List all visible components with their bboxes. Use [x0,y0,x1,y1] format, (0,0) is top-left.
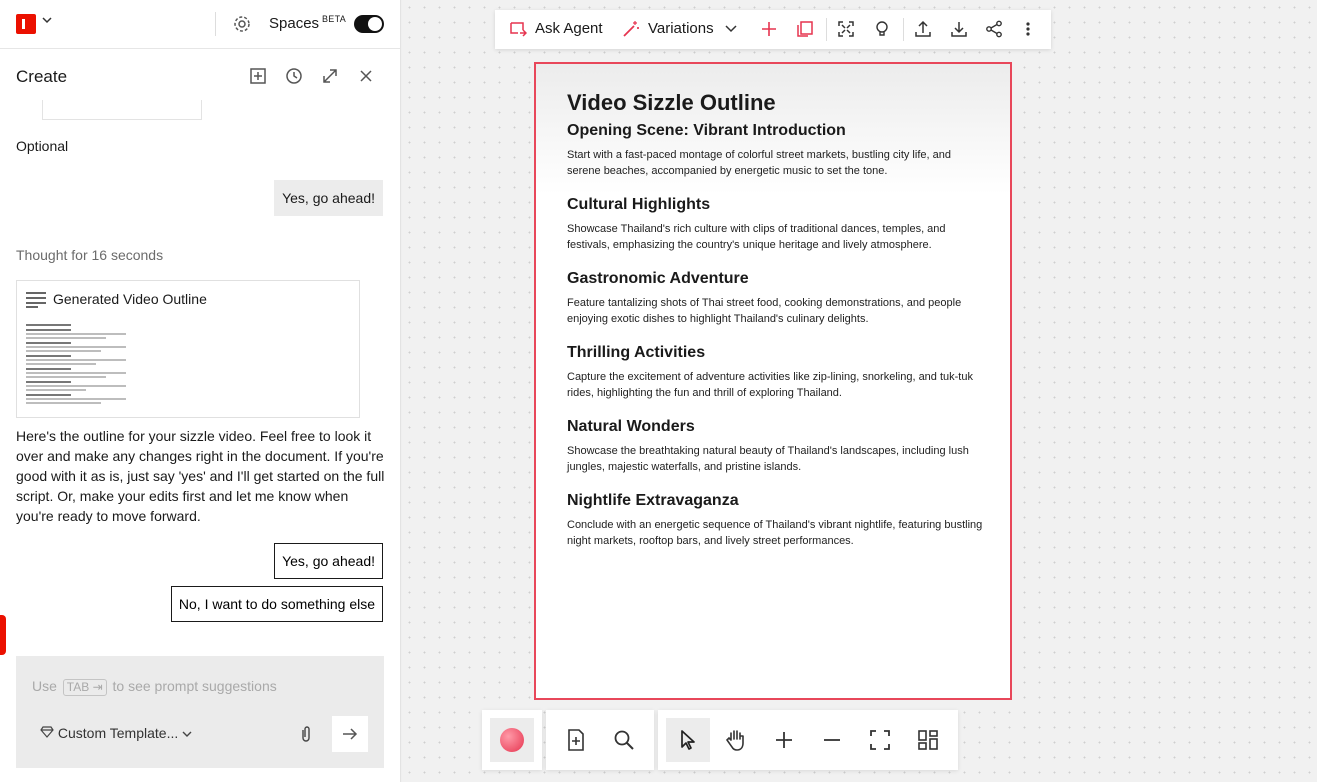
fit-screen-icon[interactable] [837,19,855,39]
outline-section [567,196,983,253]
section-body: Conclude with an energetic sequence of Thailand's vibrant nightlife, featuring bustling night markets, rooftop bars, and lively street performances. [567,519,983,547]
outline-section [567,270,983,327]
fullscreen-icon[interactable] [858,718,902,762]
thought-status[interactable]: Thought for 16 seconds [16,247,164,263]
chat-thread[interactable] [0,100,400,650]
app-logo[interactable] [16,14,36,34]
prompt-box[interactable] [16,656,384,768]
previous-card [42,100,202,120]
ask-agent-button[interactable]: Ask Agent [535,20,603,37]
agent-group [482,710,542,770]
close-icon[interactable] [357,67,375,85]
add-page-icon[interactable] [554,718,598,762]
magic-wand-icon[interactable] [622,19,640,39]
beta-badge: BETA [322,14,347,24]
doc-thumbnail [26,321,126,406]
outline-section [567,344,983,401]
doc-card-title: Generated Video Outline [53,291,207,307]
history-icon[interactable] [285,67,303,85]
section-heading: Nightlife Extravaganza [567,492,739,509]
create-panel [0,0,401,782]
hand-tool-icon[interactable] [714,718,758,762]
ask-agent-icon[interactable] [509,19,527,39]
spaces-toggle[interactable] [354,15,384,33]
section-heading: Thrilling Activities [567,344,706,361]
outline-section [567,122,983,179]
outline-section [567,492,983,549]
search-icon[interactable] [602,718,646,762]
top-bar [0,0,400,49]
tab-key-hint: TAB ⇥ [63,679,107,696]
do-something-else-button[interactable]: No, I want to do something else [171,586,383,622]
more-options-icon[interactable] [1025,19,1031,39]
document-lines-icon [26,292,46,313]
template-selector[interactable] [40,725,192,741]
chevron-down-icon[interactable] [42,14,52,28]
chevron-down-icon[interactable] [725,19,737,39]
assistant-message: Here's the outline for your sizzle video. Feel free to look it over and make any changes right in the document. If you're good with it as is, just say 'yes' and I'll get started on the full script. Or, make your edits first and let me know when you're ready to move forward. [16,428,385,524]
section-heading: Natural Wonders [567,418,695,435]
section-body: Showcase the breathtaking natural beauty of Thailand's landscapes, including lush jungles, majestic waterfalls, and pristine islands. [567,445,969,473]
section-heading: Gastronomic Adventure [567,270,749,287]
attach-icon[interactable] [298,725,314,748]
divider [215,12,216,36]
feedback-tab[interactable] [0,615,6,655]
lightbulb-icon[interactable] [873,19,891,39]
floating-toolbar [495,10,1051,49]
outline-section [567,418,983,475]
gear-icon[interactable] [232,14,252,39]
gem-icon [40,725,58,741]
document-title: Video Sizzle Outline [567,90,776,115]
duplicate-icon[interactable] [796,19,814,39]
prompt-hint-pre: Use [32,678,57,694]
avatar [500,728,524,752]
section-body: Start with a fast-paced montage of colorful street markets, bustling city life, and serene beaches, accompanied by energetic music to set the tone. [567,149,951,177]
section-body: Feature tantalizing shots of Thai street food, cooking demonstrations, and people enjoying exotic dishes to highlight Thailand's culinary delights. [567,297,962,325]
select-tool-icon[interactable] [666,718,710,762]
layout-grid-icon[interactable] [906,718,950,762]
document-content[interactable] [567,90,983,566]
page-tools-group [546,710,654,770]
document-page[interactable] [534,62,1012,700]
download-icon[interactable] [950,19,968,39]
new-chat-icon[interactable] [249,67,267,85]
prompt-input[interactable] [32,678,277,696]
share-icon[interactable] [985,19,1003,39]
section-heading: Cultural Highlights [567,196,711,213]
zoom-in-icon[interactable] [762,718,806,762]
prompt-hint-post: to see prompt suggestions [112,678,277,694]
section-body: Capture the excitement of adventure activities like zip-lining, snorkeling, and tuk-tuk rides, highlighting the fun and thrill of exploring Thailand. [567,371,973,399]
template-label: Custom Template... [57,725,179,741]
add-icon[interactable] [760,19,778,39]
divider [826,18,827,41]
variations-button[interactable]: Variations [648,20,714,37]
upload-icon[interactable] [914,19,932,39]
optional-label: Optional [16,138,69,154]
spaces-label: Spaces [269,15,320,32]
section-heading: Opening Scene: Vibrant Introduction [567,122,846,139]
yes-go-ahead-button[interactable]: Yes, go ahead! [274,543,383,579]
canvas-tools-group [658,710,958,770]
generated-doc-card[interactable] [16,280,360,418]
zoom-out-icon[interactable] [810,718,854,762]
chevron-down-icon [182,725,192,741]
panel-title: Create [16,67,68,86]
expand-icon[interactable] [321,67,339,85]
arrow-right-icon [341,725,359,743]
send-button[interactable] [332,716,368,752]
agent-avatar-button[interactable] [490,718,534,762]
user-message: Yes, go ahead! [274,180,383,216]
section-body: Showcase Thailand's rich culture with clips of traditional dances, temples, and festivals, emphasizing the country's unique heritage and lively atmosphere. [567,223,946,251]
divider [903,18,904,41]
